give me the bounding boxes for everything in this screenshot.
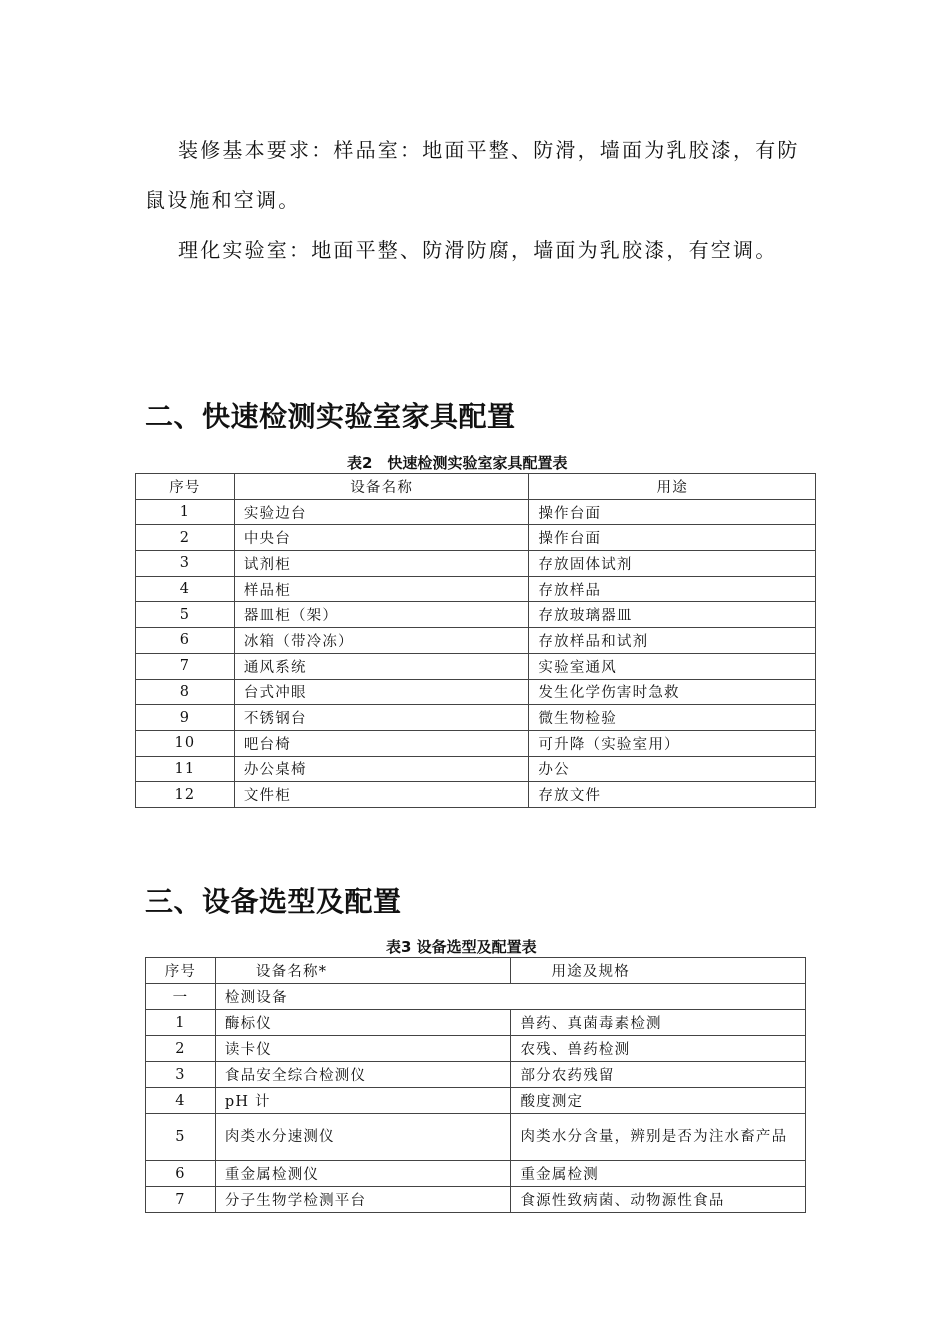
index-cell: 7 bbox=[136, 653, 235, 679]
purpose-cell: 兽药、真菌毒素检测 bbox=[511, 1010, 806, 1036]
index-cell: 2 bbox=[136, 525, 235, 551]
table-row bbox=[146, 1062, 806, 1088]
purpose-cell: 食源性致病菌、动物源性食品 bbox=[511, 1187, 806, 1213]
name-cell: 中央台 bbox=[234, 525, 529, 551]
name-cell: 台式冲眼 bbox=[234, 679, 529, 705]
table-row bbox=[136, 782, 816, 808]
name-cell: 肉类水分速测仪 bbox=[215, 1114, 511, 1161]
equipment-table bbox=[145, 957, 806, 1213]
group-name-cell: 检测设备 bbox=[215, 984, 805, 1010]
index-cell: 7 bbox=[146, 1187, 216, 1213]
table-header-row bbox=[136, 474, 816, 500]
name-cell: 读卡仪 bbox=[215, 1036, 511, 1062]
table-row bbox=[136, 756, 816, 782]
name-cell: 办公桌椅 bbox=[234, 756, 529, 782]
name-cell: 分子生物学检测平台 bbox=[215, 1187, 511, 1213]
paragraph-decoration-line2: 鼠设施和空调。 bbox=[145, 188, 301, 212]
header-cell: 设备名称* bbox=[215, 958, 511, 984]
index-cell: 1 bbox=[136, 499, 235, 525]
index-cell: 1 bbox=[146, 1010, 216, 1036]
name-cell: 吧台椅 bbox=[234, 730, 529, 756]
purpose-cell: 肉类水分含量，辨别是否为注水畜产品 bbox=[511, 1114, 806, 1161]
name-cell: 重金属检测仪 bbox=[215, 1161, 511, 1187]
index-cell: 3 bbox=[136, 551, 235, 577]
table2-caption: 表2 快速检测实验室家具配置表 bbox=[347, 454, 568, 472]
purpose-cell: 重金属检测 bbox=[511, 1161, 806, 1187]
purpose-cell: 存放文件 bbox=[529, 782, 816, 808]
section-heading-equipment: 三、设备选型及配置 bbox=[145, 885, 402, 918]
purpose-cell: 办公 bbox=[529, 756, 816, 782]
paragraph-decoration-line1: 装修基本要求：样品室：地面平整、防滑，墙面为乳胶漆，有防 bbox=[178, 138, 800, 162]
table-row bbox=[136, 705, 816, 731]
purpose-cell: 存放玻璃器皿 bbox=[529, 602, 816, 628]
purpose-cell: 部分农药残留 bbox=[511, 1062, 806, 1088]
purpose-cell: 存放样品 bbox=[529, 576, 816, 602]
table-row bbox=[136, 602, 816, 628]
index-cell: 10 bbox=[136, 730, 235, 756]
header-cell: 设备名称 bbox=[234, 474, 529, 500]
furniture-table bbox=[135, 473, 816, 808]
index-cell: 2 bbox=[146, 1036, 216, 1062]
index-cell: 6 bbox=[136, 628, 235, 654]
table-row bbox=[136, 499, 816, 525]
index-cell: 6 bbox=[146, 1161, 216, 1187]
name-cell: 通风系统 bbox=[234, 653, 529, 679]
name-cell: 实验边台 bbox=[234, 499, 529, 525]
name-cell: 文件柜 bbox=[234, 782, 529, 808]
group-index-cell: 一 bbox=[146, 984, 216, 1010]
paragraph-lab-requirements: 理化实验室：地面平整、防滑防腐，墙面为乳胶漆，有空调。 bbox=[178, 238, 778, 262]
purpose-cell: 存放样品和试剂 bbox=[529, 628, 816, 654]
table3-caption: 表3 设备选型及配置表 bbox=[386, 938, 537, 956]
purpose-cell: 农残、兽药检测 bbox=[511, 1036, 806, 1062]
table-header-row bbox=[146, 958, 806, 984]
index-cell: 9 bbox=[136, 705, 235, 731]
table-row bbox=[146, 1036, 806, 1062]
index-cell: 3 bbox=[146, 1062, 216, 1088]
purpose-cell: 存放固体试剂 bbox=[529, 551, 816, 577]
purpose-cell: 可升降（实验室用） bbox=[529, 730, 816, 756]
purpose-cell: 酸度测定 bbox=[511, 1088, 806, 1114]
name-cell: 器皿柜（架） bbox=[234, 602, 529, 628]
table-row bbox=[136, 628, 816, 654]
purpose-cell: 微生物检验 bbox=[529, 705, 816, 731]
index-cell: 12 bbox=[136, 782, 235, 808]
table-row bbox=[146, 1010, 806, 1036]
table-row bbox=[136, 551, 816, 577]
table-row bbox=[136, 679, 816, 705]
index-cell: 5 bbox=[146, 1114, 216, 1161]
name-cell: 试剂柜 bbox=[234, 551, 529, 577]
name-cell: 食品安全综合检测仪 bbox=[215, 1062, 511, 1088]
table-row bbox=[146, 1114, 806, 1161]
purpose-cell: 发生化学伤害时急救 bbox=[529, 679, 816, 705]
table-row bbox=[146, 1187, 806, 1213]
table-row bbox=[136, 730, 816, 756]
table-row bbox=[136, 525, 816, 551]
name-cell: 冰箱（带冷冻） bbox=[234, 628, 529, 654]
index-cell: 8 bbox=[136, 679, 235, 705]
header-cell: 序号 bbox=[146, 958, 216, 984]
index-cell: 5 bbox=[136, 602, 235, 628]
header-cell: 用途 bbox=[529, 474, 816, 500]
name-cell: 不锈钢台 bbox=[234, 705, 529, 731]
name-cell: 样品柜 bbox=[234, 576, 529, 602]
name-cell: 酶标仪 bbox=[215, 1010, 511, 1036]
purpose-cell: 操作台面 bbox=[529, 499, 816, 525]
table-row bbox=[146, 1088, 806, 1114]
table-row bbox=[146, 1161, 806, 1187]
index-cell: 4 bbox=[146, 1088, 216, 1114]
table-row bbox=[136, 576, 816, 602]
table-group-row bbox=[146, 984, 806, 1010]
header-cell: 序号 bbox=[136, 474, 235, 500]
purpose-cell: 操作台面 bbox=[529, 525, 816, 551]
table-row bbox=[136, 653, 816, 679]
index-cell: 4 bbox=[136, 576, 235, 602]
name-cell: pH 计 bbox=[215, 1088, 511, 1114]
header-cell: 用途及规格 bbox=[511, 958, 806, 984]
index-cell: 11 bbox=[136, 756, 235, 782]
purpose-cell: 实验室通风 bbox=[529, 653, 816, 679]
section-heading-furniture: 二、快速检测实验室家具配置 bbox=[145, 400, 516, 433]
